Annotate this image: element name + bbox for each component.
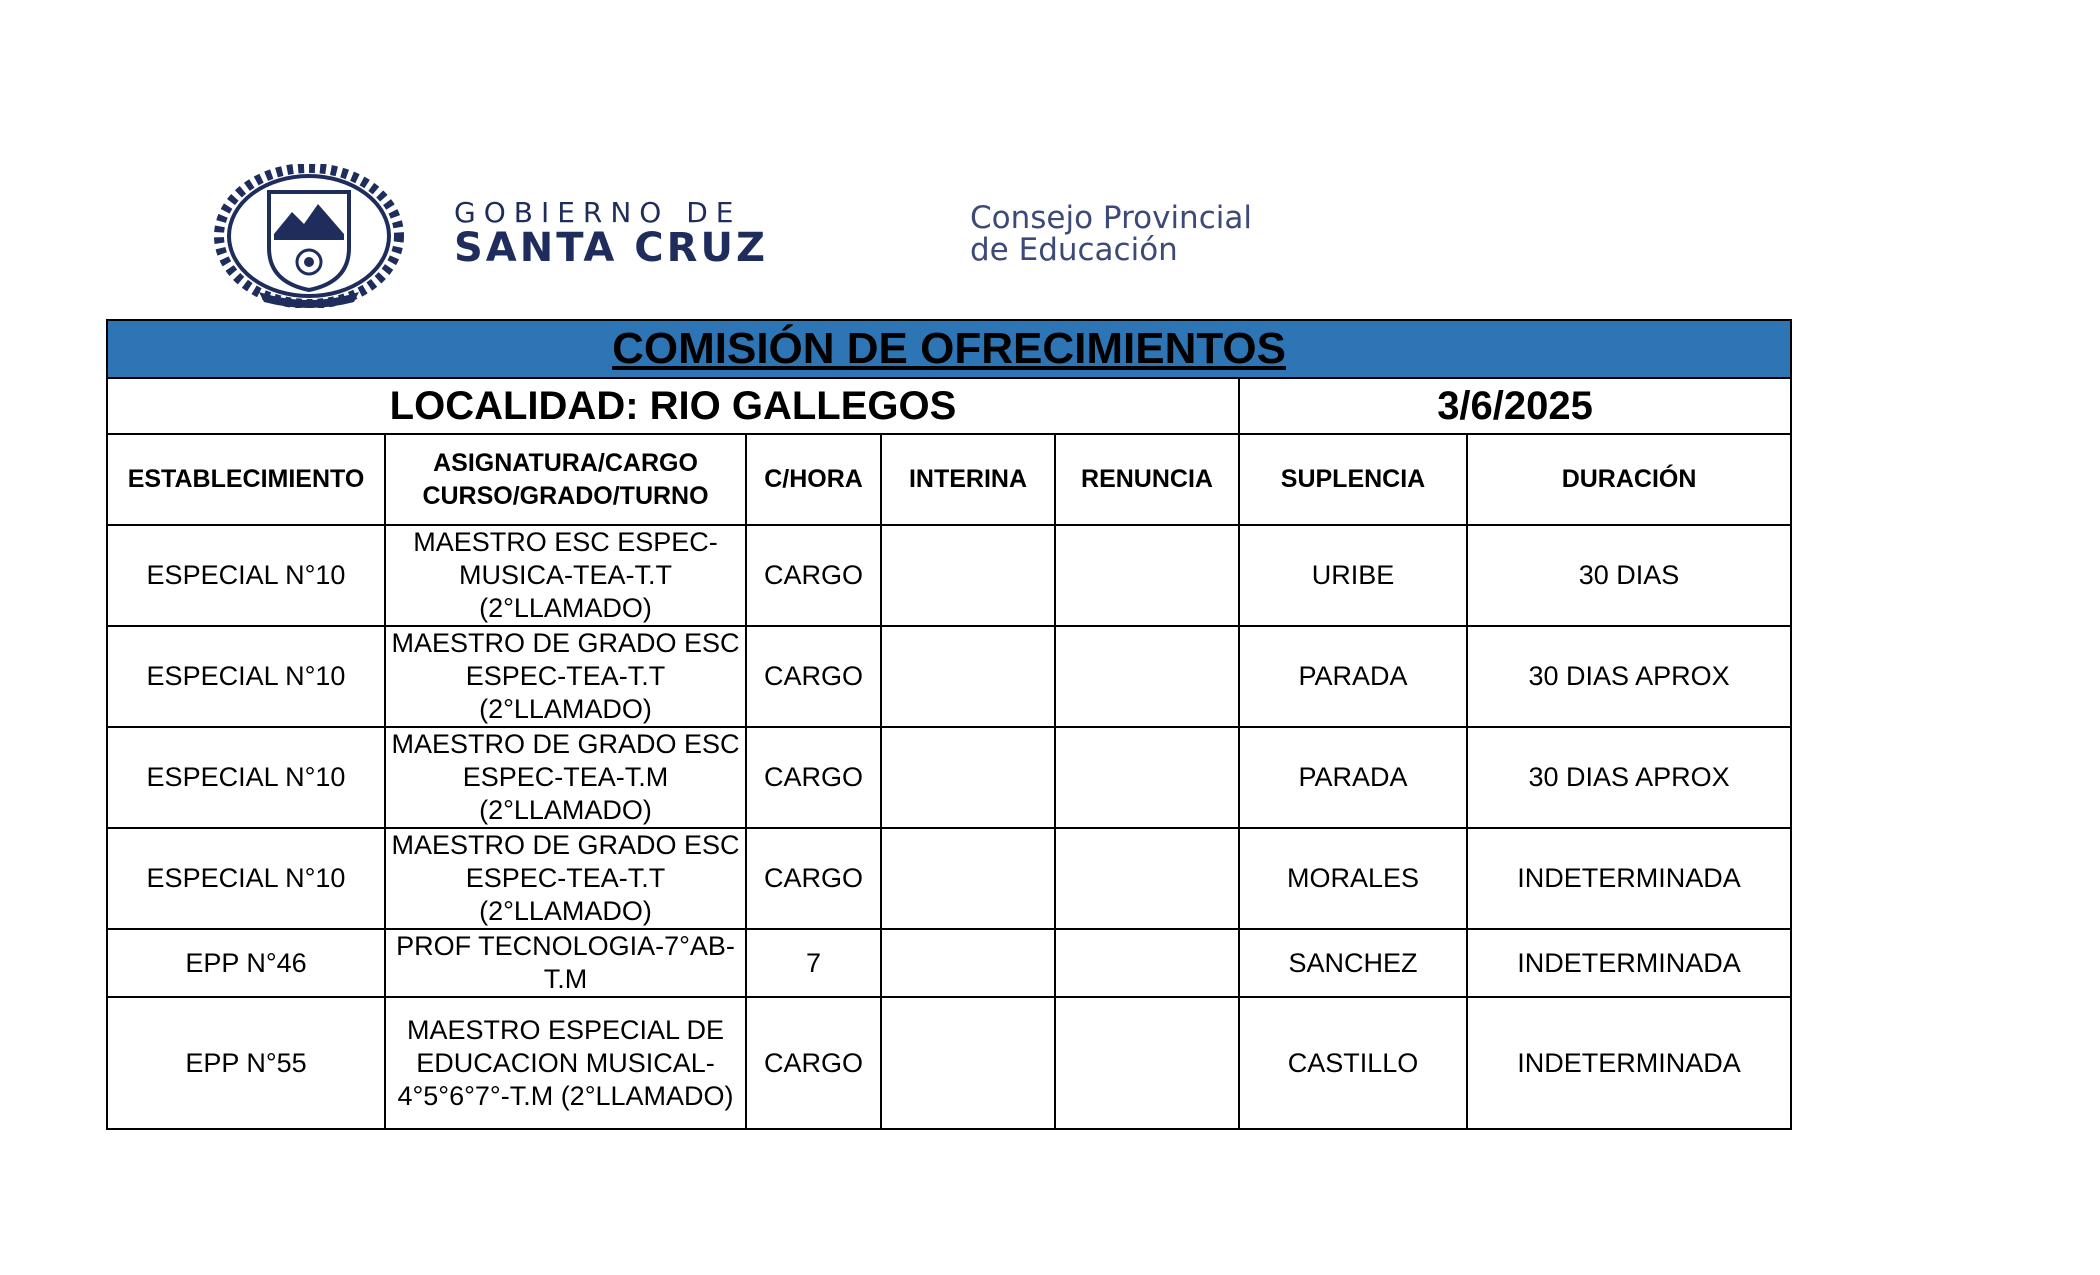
locality-row [107,378,1791,434]
cell-establecimiento: EPP N°46 [107,929,385,997]
cell-suplencia: URIBE [1239,525,1467,626]
cell-duracion: INDETERMINADA [1467,929,1791,997]
cell-suplencia: PARADA [1239,727,1467,828]
cell-asignatura: MAESTRO DE GRADO ESC ESPEC-TEA-T.T (2°LLAMADO) [385,626,746,727]
col-header-asignatura-line-1: ASIGNATURA/CARGO [433,448,698,477]
cell-renuncia [1055,525,1239,626]
col-header-duracion: DURACIÓN [1467,434,1791,525]
col-header-chora: C/HORA [746,434,881,525]
cell-interina [881,727,1055,828]
cell-suplencia: SANCHEZ [1239,929,1467,997]
cell-asignatura: MAESTRO DE GRADO ESC ESPEC-TEA-T.T (2°LLAMADO) [385,828,746,929]
cell-duracion: INDETERMINADA [1467,997,1791,1129]
cell-interina [881,626,1055,727]
cell-asignatura: PROF TECNOLOGIA-7°AB-T.M [385,929,746,997]
cell-establecimiento: ESPECIAL N°10 [107,525,385,626]
table-row [107,525,1791,626]
cell-suplencia: CASTILLO [1239,997,1467,1129]
council-logo-text [970,202,1252,266]
col-header-asignatura [385,434,746,525]
cell-duracion: INDETERMINADA [1467,828,1791,929]
cell-renuncia [1055,828,1239,929]
cell-establecimiento: EPP N°55 [107,997,385,1129]
government-line-2: SANTA CRUZ [454,225,768,271]
col-header-interina: INTERINA [881,434,1055,525]
cell-interina [881,997,1055,1129]
council-line-1: Consejo Provincial [970,200,1252,236]
col-header-asignatura-line-2: CURSO/GRADO/TURNO [422,481,709,510]
header-row [107,434,1791,525]
cell-duracion: 30 DIAS [1467,525,1791,626]
cell-chora: 7 [746,929,881,997]
cell-interina [881,828,1055,929]
cell-asignatura: MAESTRO ESC ESPEC-MUSICA-TEA-T.T (2°LLAMADO) [385,525,746,626]
cell-chora: CARGO [746,997,881,1129]
table-row [107,997,1791,1129]
col-header-establecimiento: ESTABLECIMIENTO [107,434,385,525]
cell-chora: CARGO [746,727,881,828]
government-line-1: GOBIERNO DE [454,196,742,229]
cell-chora: CARGO [746,525,881,626]
cell-establecimiento: ESPECIAL N°10 [107,828,385,929]
cell-duracion: 30 DIAS APROX [1467,626,1791,727]
cell-interina [881,525,1055,626]
cell-chora: CARGO [746,626,881,727]
table-row [107,828,1791,929]
government-logo-text [454,196,768,271]
cell-renuncia [1055,997,1239,1129]
cell-interina [881,929,1055,997]
cell-establecimiento: ESPECIAL N°10 [107,727,385,828]
col-header-renuncia: RENUNCIA [1055,434,1239,525]
locality-label: LOCALIDAD: RIO GALLEGOS [107,378,1239,434]
cell-establecimiento: ESPECIAL N°10 [107,626,385,727]
cell-asignatura: MAESTRO ESPECIAL DE EDUCACION MUSICAL-4°5°6°7°-T.M (2°LLAMADO) [385,997,746,1129]
cell-duracion: 30 DIAS APROX [1467,727,1791,828]
cell-asignatura: MAESTRO DE GRADO ESC ESPEC-TEA-T.M (2°LLAMADO) [385,727,746,828]
table-row [107,929,1791,997]
cell-chora: CARGO [746,828,881,929]
table-row [107,727,1791,828]
council-line-2: de Educación [970,232,1178,268]
santa-cruz-coat-of-arms-icon [214,164,404,308]
sheet-title: COMISIÓN DE OFRECIMIENTOS [107,320,1791,378]
offers-table [106,319,1792,1130]
cell-suplencia: MORALES [1239,828,1467,929]
cell-renuncia [1055,727,1239,828]
col-header-suplencia: SUPLENCIA [1239,434,1467,525]
cell-renuncia [1055,929,1239,997]
cell-suplencia: PARADA [1239,626,1467,727]
title-row [107,320,1791,378]
table-row [107,626,1791,727]
cell-renuncia [1055,626,1239,727]
date-label: 3/6/2025 [1239,378,1791,434]
document-header [214,160,1414,310]
